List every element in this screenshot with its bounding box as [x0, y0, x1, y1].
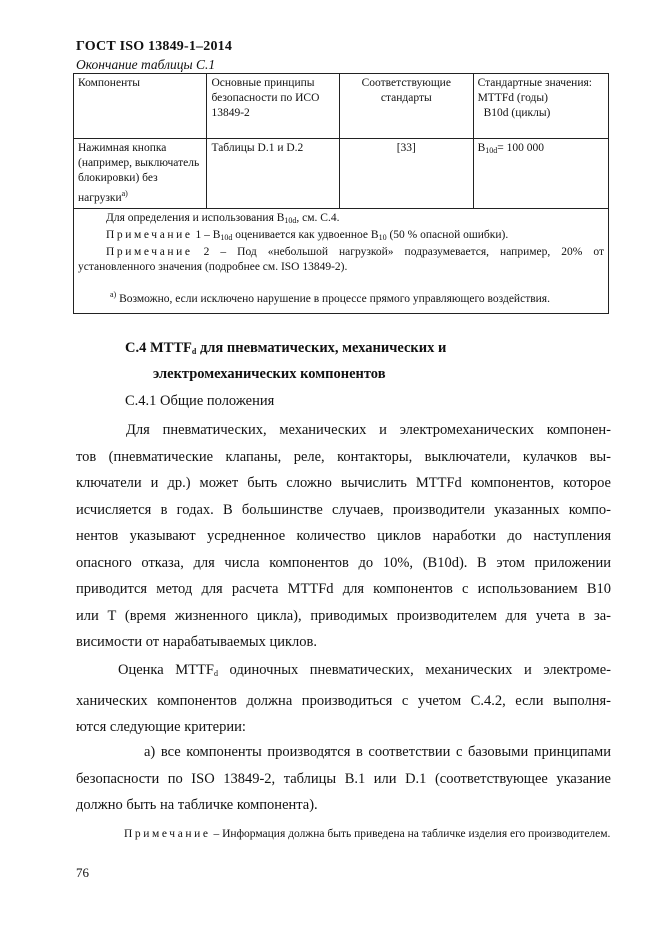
- table-continuation-caption: Окончание таблицы С.1: [76, 57, 216, 72]
- note-label: Примечание: [106, 245, 193, 258]
- paragraph-evaluation: [76, 657, 611, 741]
- header-components: Компоненты: [74, 74, 207, 139]
- cell-standards: [33]: [340, 139, 474, 209]
- paragraph-line: опасного отказа, для числа компонентов до 10%, (B10d). В этом приложении: [76, 554, 611, 571]
- page-number: 76: [76, 865, 89, 880]
- cell-component: [74, 139, 207, 209]
- table-notes: [74, 208, 609, 313]
- header-values-line1: Стандартные значения:: [477, 77, 592, 89]
- table-notes-row: [74, 208, 609, 313]
- note-manufacturer: [76, 823, 611, 845]
- components-table: [73, 73, 609, 314]
- paragraph-line: Для пневматических, механических и электромеханических компонен-: [126, 422, 611, 438]
- section-heading: [125, 340, 446, 357]
- paragraph-line: [76, 657, 611, 688]
- paragraph-intro: [76, 417, 611, 656]
- table-row: [74, 139, 609, 209]
- note-subscript: 10: [378, 232, 387, 242]
- footnote-text: Возможно, если исключено нарушение в процессе прямого управляющего воздействия.: [116, 292, 550, 305]
- paragraph-line: ханических компонентов должна производиться с учетом С.4.2, если выполня-: [76, 692, 611, 709]
- cell-component-text: Нажимная кнопка (например, выключатель блокировки) без нагрузки: [78, 142, 200, 204]
- note-definition: [78, 211, 604, 228]
- note-subscript: 10d: [284, 215, 297, 225]
- table-footnote: [78, 287, 604, 307]
- paragraph-line: исчисляется в годах. В большинстве случаев, производители указанных компо-: [76, 501, 611, 518]
- paragraph-line: висимости от нарабатываемых циклов.: [76, 634, 318, 650]
- criterion-a: [76, 739, 611, 819]
- section-heading-text: С.4 MTTF: [125, 340, 192, 356]
- note-text: – Информация должна быть приведена на табличке изделия его производителем.: [210, 828, 611, 840]
- paragraph-line: должно быть на табличке компонента).: [76, 797, 318, 813]
- table-header-row: [74, 74, 609, 139]
- note-text: 2 – Под «небольшой нагрузкой» подразумевается, например, 20% от установленного значения (подробнее см. ISO 13849-2).: [78, 245, 604, 273]
- paragraph-line: ключатели и др.) может быть сложно вычислить MTTFd компонентов, которое: [76, 475, 611, 491]
- paragraph-line: безопасности по ISO 13849-2, таблицы В.1 или D.1 (соответствующее указание: [76, 770, 611, 787]
- note-2: [78, 245, 604, 275]
- paragraph-subscript: d: [213, 669, 218, 678]
- paragraph-line: тов (пневматические клапаны, реле, контакторы, выключатели, кулачков вы-: [76, 448, 611, 465]
- section-heading-text: для пневматических, механических и: [196, 340, 447, 356]
- paragraph-line: или T (время жизненного цикла), приводимых производителем для учета в за-: [76, 607, 611, 624]
- subsection-heading: С.4.1 Общие положения: [125, 393, 275, 409]
- paragraph-line: а) все компоненты производятся в соответствии с базовыми принципами: [144, 744, 611, 760]
- value-subscript: 10d: [485, 146, 498, 155]
- section-heading-subscript: d: [191, 347, 197, 356]
- note-text: Для определения и использования B: [106, 211, 285, 224]
- paragraph-line: нентов указывают усредненное количество циклов наработки до наступления: [76, 528, 611, 544]
- note-text: (50 % опасной ошибки).: [386, 228, 509, 241]
- note-text: , см. С.4.: [296, 211, 340, 224]
- value-symbol: B: [477, 142, 486, 154]
- document-code: ГОСТ ISO 13849-1–2014: [76, 39, 233, 54]
- header-values-line2: MTTFd (годы): [477, 92, 548, 104]
- cell-value: [473, 139, 608, 209]
- note-text: 1 – B: [192, 228, 221, 241]
- footnote-marker: a): [121, 189, 128, 198]
- paragraph-text: одиночных пневматических, механических и электроме-: [217, 662, 611, 678]
- paragraph-line: ются следующие критерии:: [76, 719, 246, 735]
- note-subscript: 10d: [220, 232, 233, 242]
- note-text: оценивается как удвоенное B: [232, 228, 379, 241]
- paragraph-line: приводится метод для расчета MTTFd для компонентов с использованием B10: [76, 581, 611, 597]
- note-label: Примечание: [106, 228, 193, 241]
- header-standards: Соответствующие стандарты: [340, 74, 474, 139]
- note-1: [78, 228, 604, 245]
- section-heading-line2: электромеханических компонентов: [153, 366, 386, 382]
- header-principles: Основные принципы безопасности по ИСО 13849-2: [207, 74, 340, 139]
- paragraph-text: Оценка MTTF: [118, 662, 214, 678]
- cell-principles: Таблицы D.1 и D.2: [207, 139, 340, 209]
- footnote-marker: a): [110, 289, 117, 299]
- header-values: [473, 74, 608, 139]
- note-label: Примечание: [124, 828, 211, 840]
- header-values-line3: B10d (циклы): [483, 107, 551, 119]
- value-number: = 100 000: [497, 142, 544, 154]
